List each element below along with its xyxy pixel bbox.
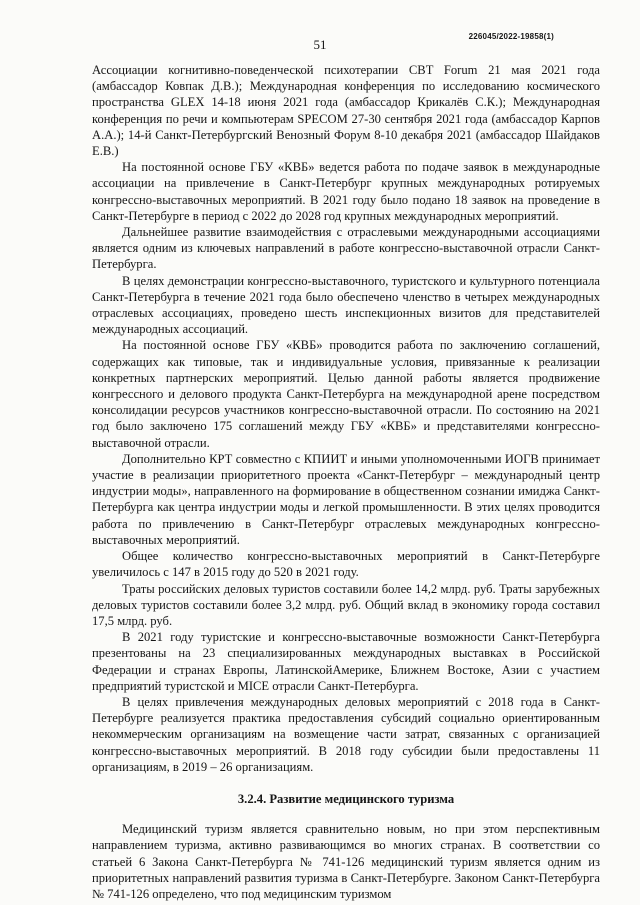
paragraph: Дополнительно КРТ совместно с КПИИТ и иными уполномоченными ИОГВ принимает участие в реализации приоритетного проекта «Санкт-Петербург – международный центр индустрии моды», направленного на формирование в общественном сознании имиджа Санкт-Петербурга как центра индустрии моды и легкой промышленности. В этих целях проводится работа по привлечению в Санкт-Петербург отраслевых международных конгрессно-выставочных мероприятий.	[92, 451, 600, 547]
paragraph: На постоянной основе ГБУ «КВБ» ведется работа по подаче заявок в международные ассоциации на привлечение в Санкт-Петербург крупных международных ротируемых конгрессно-выставочных мероприятий. В 2021 году было подано 18 заявок на проведение в Санкт-Петербурге в период с 2022 до 2028 год крупных международных мероприятий.	[92, 160, 600, 223]
paragraph: На постоянной основе ГБУ «КВБ» проводится работа по заключению соглашений, содержащих как типовые, так и индивидуальные условия, привязанные к реализации конкретных партнерских мероприятий. Целью данной работы является продвижение конгрессного и делового продукта Санкт-Петербурга на международной арене посредством консолидации ресурсов участников конгрессно-выставочной отрасли. По состоянию на 2021 год было заключено 175 соглашений между ГБУ «КВБ» и представителями конгрессно-выставочной отрасли.	[92, 338, 600, 450]
paragraph: Дальнейшее развитие взаимодействия с отраслевыми международными ассоциациями является одним из ключевых направлений в работе конгрессно-выставочной отрасли Санкт-Петербурга.	[92, 225, 600, 272]
document-body	[92, 62, 600, 902]
section-heading: 3.2.4. Развитие медицинского туризма	[237, 791, 455, 806]
paragraph: Общее количество конгрессно-выставочных мероприятий в Санкт-Петербурге увеличилось с 147 в 2015 году до 520 в 2021 году.	[92, 549, 600, 580]
paragraph: Медицинский туризм является сравнительно новым, но при этом перспективным направлением туризма, активно развивающимся во многих странах. В соответствии со статьей 6 Закона Санкт-Петербурга № 741-126 медицинский туризм является одним из приоритетных направлений развития туризма в Санкт-Петербурге. Законом Санкт-Петербурга № 741-126 определено, что под медицинским туризмом	[92, 822, 600, 901]
paragraph: В 2021 году туристские и конгрессно-выставочные возможности Санкт-Петербурга презентованы на 23 специализированных международных выставках в Российской Федерации и странах Европы, ЛатинскойАмерике, Ближнем Востоке, Азии с участием предприятий туристской и MICE отрасли Санкт-Петербурга.	[92, 630, 600, 693]
page-number: 51	[313, 37, 327, 52]
document-number: 226045/2022-19858(1)	[468, 32, 554, 41]
paragraph: Ассоциации когнитивно-поведенческой психотерапии CBT Forum 21 мая 2021 года (амбассадор Ковпак Д.В.); Международная конференция по исследованию космического пространства GLEX 14-18 июня 2021 года (амбассадор Крикалёв С.К.); Международная конференция по речи и компьютерам SPECOM 27-30 сентября 2021 года (амбассадор Карпов А.А.); 14-й Санкт-Петербургский Венозный Форум 8-10 декабря 2021 (амбассадор Шайдаков Е.В.)	[92, 63, 600, 159]
paragraph: Траты российских деловых туристов составили более 14,2 млрд. руб. Траты зарубежных деловых туристов составили более 3,2 млрд. руб. Общий вклад в экономику города составил 17,5 млрд. руб.	[92, 581, 600, 628]
paragraph: В целях демонстрации конгрессно-выставочного, туристского и культурного потенциала Санкт-Петербурга в течение 2021 года было обеспечено членство в четырех международных отраслевых ассоциациях, проведено шесть инспекционных визитов для представителей международных ассоциаций.	[92, 273, 600, 337]
paragraph: В целях привлечения международных деловых мероприятий с 2018 года в Санкт-Петербурге реализуется практика предоставления субсидий социально ориентированным некоммерческим организациям на возмещение части затрат, связанных с организацией конгрессно-выставочных мероприятий. В 2018 году субсидии были предоставлены 11 организациям, в 2019 – 26 организациям.	[92, 694, 600, 774]
